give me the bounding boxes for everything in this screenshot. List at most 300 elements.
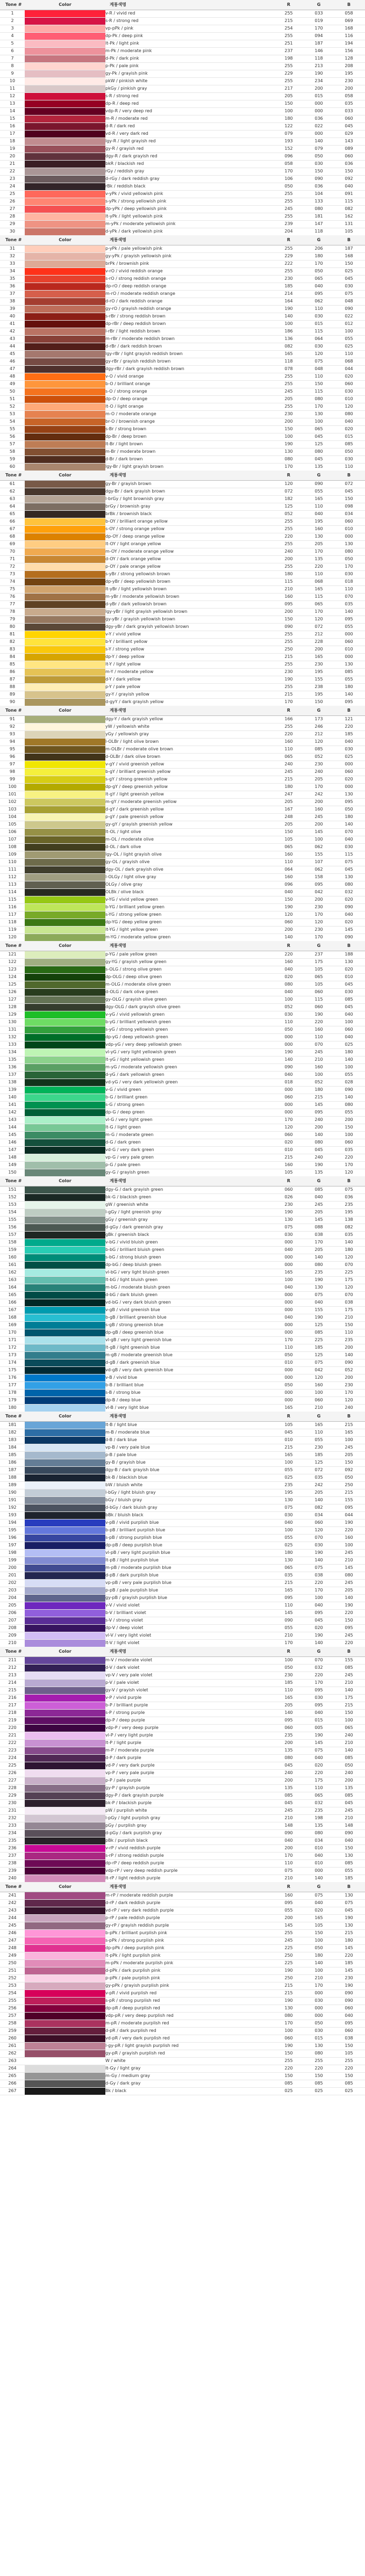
color-swatch bbox=[25, 881, 105, 888]
table-row bbox=[0, 623, 365, 631]
g-header: G bbox=[304, 706, 334, 715]
b-value: 245 bbox=[334, 1444, 364, 1451]
color-swatch bbox=[25, 17, 105, 25]
r-value: 148 bbox=[274, 1822, 304, 1829]
g-value: 100 bbox=[304, 1071, 334, 1079]
r-value: 110 bbox=[274, 1018, 304, 1026]
color-name: br-O / brownish orange bbox=[105, 418, 274, 425]
g-header: G bbox=[304, 235, 334, 245]
color-name: p-YG / pale yellow green bbox=[105, 951, 274, 958]
b-value: 215 bbox=[334, 1702, 364, 1709]
g-value: 230 bbox=[304, 926, 334, 934]
color-name: dgy-yBr / dark grayish yellowish brown bbox=[105, 623, 274, 631]
tone-number: 201 bbox=[0, 1572, 25, 1579]
color-name: vd-R / very dark red bbox=[105, 130, 274, 138]
b-value: 029 bbox=[334, 130, 364, 138]
table-row bbox=[0, 600, 365, 608]
color-swatch bbox=[25, 518, 105, 525]
r-value: 240 bbox=[274, 1769, 304, 1777]
tone-number: 232 bbox=[0, 1814, 25, 1822]
r-value: 160 bbox=[274, 958, 304, 966]
r-header: R bbox=[274, 941, 304, 951]
b-value: 060 bbox=[334, 638, 364, 646]
r-value: 060 bbox=[274, 2035, 304, 2042]
tone-number: 5 bbox=[0, 40, 25, 47]
r-value: 025 bbox=[274, 1474, 304, 1481]
b-header: B bbox=[334, 1882, 364, 1892]
b-value: 050 bbox=[334, 448, 364, 455]
b-value: 130 bbox=[334, 1852, 364, 1859]
tone-number: 230 bbox=[0, 1799, 25, 1807]
table-row bbox=[0, 616, 365, 623]
table-row bbox=[0, 783, 365, 791]
color-name: d-rBr / dark reddish brown bbox=[105, 343, 274, 350]
tone-number: 222 bbox=[0, 1739, 25, 1747]
color-name: l-bGy / light bluish gray bbox=[105, 1489, 274, 1496]
table-header-row bbox=[0, 1176, 365, 1186]
g-value: 180 bbox=[304, 1086, 334, 1094]
color-table-section bbox=[0, 1647, 365, 1882]
b-value: 060 bbox=[334, 518, 364, 525]
color-name: p-pB / pale purplish blue bbox=[105, 1587, 274, 1594]
table-row bbox=[0, 926, 365, 934]
b-value: 040 bbox=[334, 1033, 364, 1041]
tone-number: 119 bbox=[0, 926, 25, 934]
r-value: 105 bbox=[274, 1169, 304, 1176]
g-value: 140 bbox=[304, 138, 334, 145]
color-name: v-O / vivid orange bbox=[105, 373, 274, 380]
g-value: 105 bbox=[304, 981, 334, 988]
b-value: 165 bbox=[334, 1429, 364, 1436]
g-value: 195 bbox=[304, 691, 334, 698]
color-table bbox=[0, 1882, 365, 2095]
r-value: 096 bbox=[274, 881, 304, 888]
color-swatch bbox=[25, 373, 105, 380]
color-swatch bbox=[25, 1844, 105, 1852]
color-name: lt-OL / light olive bbox=[105, 828, 274, 836]
g-value: 115 bbox=[304, 328, 334, 335]
tone-number: 49 bbox=[0, 380, 25, 388]
table-row bbox=[0, 1071, 365, 1079]
b-value: 150 bbox=[334, 1709, 364, 1717]
b-value: 121 bbox=[334, 715, 364, 723]
color-swatch bbox=[25, 1239, 105, 1246]
tone-number: 97 bbox=[0, 761, 25, 768]
g-value: 190 bbox=[304, 1161, 334, 1169]
color-table bbox=[0, 1412, 365, 1647]
color-name: lt-gB / light greenish blue bbox=[105, 1344, 274, 1351]
tone-number: 114 bbox=[0, 888, 25, 896]
table-row bbox=[0, 1063, 365, 1071]
g-value: 220 bbox=[304, 1018, 334, 1026]
table-header-row bbox=[0, 1412, 365, 1421]
color-name: lt-Pk / light pink bbox=[105, 40, 274, 47]
g-value: 190 bbox=[304, 1276, 334, 1284]
g-value: 246 bbox=[304, 723, 334, 730]
r-value: 120 bbox=[274, 911, 304, 918]
b-value: 188 bbox=[334, 951, 364, 958]
color-name: lt-yG / light yellowish green bbox=[105, 1056, 274, 1063]
table-row bbox=[0, 1496, 365, 1504]
b-value: 100 bbox=[334, 1542, 364, 1549]
g-value: 055 bbox=[304, 1436, 334, 1444]
color-table bbox=[0, 706, 365, 941]
b-value: 035 bbox=[334, 1146, 364, 1154]
b-value: 230 bbox=[334, 77, 364, 85]
tone-number: 125 bbox=[0, 981, 25, 988]
g-value: 205 bbox=[304, 776, 334, 783]
tone-number: 109 bbox=[0, 851, 25, 858]
color-swatch bbox=[25, 418, 105, 425]
b-value: 048 bbox=[334, 298, 364, 305]
table-row bbox=[0, 768, 365, 776]
table-row bbox=[0, 1381, 365, 1389]
tone-number: 92 bbox=[0, 723, 25, 730]
r-value: 255 bbox=[274, 638, 304, 646]
r-value: 200 bbox=[274, 1844, 304, 1852]
color-swatch bbox=[25, 343, 105, 350]
tone-number: 150 bbox=[0, 1169, 25, 1176]
color-name: d-yPk / dark yellowish pink bbox=[105, 228, 274, 235]
color-name: gy-R / grayish red bbox=[105, 145, 274, 153]
color-swatch bbox=[25, 683, 105, 691]
g-value: 065 bbox=[304, 1792, 334, 1799]
table-row bbox=[0, 305, 365, 313]
b-value: 220 bbox=[334, 2065, 364, 2072]
color-swatch bbox=[25, 1564, 105, 1572]
table-row bbox=[0, 1421, 365, 1429]
color-name: lgy-R / light grayish red bbox=[105, 138, 274, 145]
color-swatch bbox=[25, 510, 105, 518]
table-row bbox=[0, 160, 365, 168]
b-value: 220 bbox=[334, 723, 364, 730]
color-name: p-B / pale blue bbox=[105, 1451, 274, 1459]
g-value: 045 bbox=[304, 1617, 334, 1624]
r-value: 240 bbox=[274, 761, 304, 768]
color-name: lt-P / light purple bbox=[105, 1739, 274, 1747]
tone-number: 255 bbox=[0, 1997, 25, 2005]
b-value: 060 bbox=[334, 1139, 364, 1146]
b-value: 131 bbox=[334, 220, 364, 228]
g-value: 190 bbox=[304, 1632, 334, 1639]
color-name: gy-pPk / grayish purplish pink bbox=[105, 1982, 274, 1989]
b-value: 025 bbox=[334, 343, 364, 350]
tone-number: 115 bbox=[0, 896, 25, 903]
table-row bbox=[0, 1216, 365, 1224]
g-value: 165 bbox=[304, 1421, 334, 1429]
r-value: 200 bbox=[274, 608, 304, 616]
g-value: 210 bbox=[304, 1404, 334, 1412]
g-value: 130 bbox=[304, 410, 334, 418]
color-swatch bbox=[25, 843, 105, 851]
b-value: 150 bbox=[334, 2072, 364, 2080]
color-name: s-rO / strong reddish orange bbox=[105, 275, 274, 283]
table-row bbox=[0, 1209, 365, 1216]
r-value: 210 bbox=[274, 1632, 304, 1639]
b-value: 038 bbox=[334, 1299, 364, 1306]
color-swatch bbox=[25, 25, 105, 32]
tone-number: 32 bbox=[0, 252, 25, 260]
color-swatch bbox=[25, 115, 105, 122]
color-swatch bbox=[25, 1875, 105, 1882]
b-value: 025 bbox=[334, 753, 364, 761]
tone-number: 74 bbox=[0, 578, 25, 585]
b-value: 140 bbox=[334, 1239, 364, 1246]
b-value: 138 bbox=[334, 1216, 364, 1224]
table-row bbox=[0, 676, 365, 683]
color-swatch bbox=[25, 1914, 105, 1922]
tone-number: 17 bbox=[0, 130, 25, 138]
r-value: 130 bbox=[274, 1216, 304, 1224]
color-swatch bbox=[25, 358, 105, 365]
b-value: 185 bbox=[334, 1875, 364, 1882]
g-value: 065 bbox=[304, 275, 334, 283]
tone-number: 34 bbox=[0, 267, 25, 275]
color-name: d-rO / dark reddish orange bbox=[105, 298, 274, 305]
color-name: gy-rP / grayish reddish purple bbox=[105, 1922, 274, 1929]
r-value: 040 bbox=[274, 966, 304, 973]
color-swatch bbox=[25, 47, 105, 55]
r-value: 229 bbox=[274, 70, 304, 77]
color-name: vd-gB / very dark greenish blue bbox=[105, 1366, 274, 1374]
tone-number: 221 bbox=[0, 1732, 25, 1739]
g-value: 200 bbox=[304, 821, 334, 828]
r-value: 060 bbox=[274, 1724, 304, 1732]
color-name: v-yPk / vivid yellowish pink bbox=[105, 190, 274, 198]
table-row bbox=[0, 1504, 365, 1511]
tone-number: 100 bbox=[0, 783, 25, 791]
color-name: dp-yG / deep yellowish green bbox=[105, 1033, 274, 1041]
color-name: v-yG / vivid yellowish green bbox=[105, 1011, 274, 1018]
r-value: 000 bbox=[274, 1261, 304, 1269]
b-value: 215 bbox=[334, 1929, 364, 1937]
g-value: 060 bbox=[304, 988, 334, 996]
r-value: 060 bbox=[274, 918, 304, 926]
r-value: 250 bbox=[274, 646, 304, 653]
g-value: 030 bbox=[304, 1694, 334, 1702]
tone-number: 217 bbox=[0, 1702, 25, 1709]
b-value: 044 bbox=[334, 365, 364, 373]
g-value: 235 bbox=[304, 1269, 334, 1276]
r-value: 220 bbox=[274, 2065, 304, 2072]
g-value: 040 bbox=[304, 1299, 334, 1306]
table-row bbox=[0, 1587, 365, 1594]
color-name: m-bG / moderate bluish green bbox=[105, 1284, 274, 1291]
b-value: 148 bbox=[334, 1822, 364, 1829]
color-header: Color bbox=[25, 471, 105, 480]
b-value: 060 bbox=[334, 380, 364, 388]
tone-number: 122 bbox=[0, 958, 25, 966]
tone-number: 76 bbox=[0, 593, 25, 600]
g-value: 130 bbox=[304, 1284, 334, 1291]
table-row bbox=[0, 715, 365, 723]
r-value: 130 bbox=[274, 2005, 304, 2012]
color-name: d-V / dark violet bbox=[105, 1664, 274, 1671]
r-value: 085 bbox=[274, 2080, 304, 2087]
b-value: 052 bbox=[334, 1366, 364, 1374]
tone-number: 72 bbox=[0, 563, 25, 570]
b-value: 225 bbox=[334, 1269, 364, 1276]
tone-number: 106 bbox=[0, 828, 25, 836]
b-value: 090 bbox=[334, 1359, 364, 1366]
table-row bbox=[0, 130, 365, 138]
g-value: 170 bbox=[304, 1679, 334, 1687]
r-value: 130 bbox=[274, 448, 304, 455]
table-row bbox=[0, 1124, 365, 1131]
b-value: 210 bbox=[334, 1314, 364, 1321]
r-value: 255 bbox=[274, 62, 304, 70]
b-value: 180 bbox=[334, 683, 364, 691]
color-name: p-Pk / pale pink bbox=[105, 62, 274, 70]
color-name: s-pB / strong purplish blue bbox=[105, 1534, 274, 1542]
r-value: 080 bbox=[274, 455, 304, 463]
g-value: 198 bbox=[304, 1814, 334, 1822]
b-value: 145 bbox=[334, 1967, 364, 1974]
table-row bbox=[0, 425, 365, 433]
color-name: vp-pB / very pale purplish blue bbox=[105, 1579, 274, 1587]
g-value: 160 bbox=[304, 525, 334, 533]
tone-number: 2 bbox=[0, 17, 25, 25]
color-swatch bbox=[25, 768, 105, 776]
b-value: 050 bbox=[334, 806, 364, 813]
tone-number: 218 bbox=[0, 1709, 25, 1717]
color-swatch bbox=[25, 1687, 105, 1694]
color-swatch bbox=[25, 888, 105, 896]
b-value: 150 bbox=[334, 260, 364, 267]
table-row bbox=[0, 683, 365, 691]
color-name: s-yBr / strong yellowish brown bbox=[105, 570, 274, 578]
g-value: 045 bbox=[304, 433, 334, 440]
g-value: 015 bbox=[304, 1717, 334, 1724]
color-swatch bbox=[25, 1974, 105, 1982]
b-value: 210 bbox=[334, 1557, 364, 1564]
color-swatch bbox=[25, 298, 105, 305]
tone-number: 24 bbox=[0, 183, 25, 190]
table-row bbox=[0, 1526, 365, 1534]
color-swatch bbox=[25, 380, 105, 388]
tone-number: 233 bbox=[0, 1822, 25, 1829]
color-header: Color bbox=[25, 1882, 105, 1892]
tone-number: 215 bbox=[0, 1687, 25, 1694]
table-row bbox=[0, 981, 365, 988]
r-value: 135 bbox=[274, 1747, 304, 1754]
color-name: d-yG / dark yellowish green bbox=[105, 1071, 274, 1079]
color-swatch bbox=[25, 1003, 105, 1011]
tone-number: 248 bbox=[0, 1944, 25, 1952]
color-name: b-bG / brilliant bluish green bbox=[105, 1246, 274, 1254]
g-value: 050 bbox=[304, 267, 334, 275]
r-value: 200 bbox=[274, 1914, 304, 1922]
table-row bbox=[0, 608, 365, 616]
color-swatch bbox=[25, 1336, 105, 1344]
r-value: 190 bbox=[274, 2042, 304, 2050]
r-value: 000 bbox=[274, 1041, 304, 1048]
b-value: 070 bbox=[334, 828, 364, 836]
b-value: 050 bbox=[334, 1474, 364, 1481]
color-name: dp-B / deep blue bbox=[105, 1396, 274, 1404]
table-row bbox=[0, 343, 365, 350]
b-value: 080 bbox=[334, 1572, 364, 1579]
tone-number: 165 bbox=[0, 1291, 25, 1299]
table-row bbox=[0, 1967, 365, 1974]
r-value: 190 bbox=[274, 1997, 304, 2005]
r-value: 000 bbox=[274, 1306, 304, 1314]
tone-number: 67 bbox=[0, 525, 25, 533]
b-value: 255 bbox=[334, 2057, 364, 2065]
g-value: 030 bbox=[304, 313, 334, 320]
g-value: 062 bbox=[304, 843, 334, 851]
g-value: 040 bbox=[304, 1709, 334, 1717]
table-row bbox=[0, 1929, 365, 1937]
g-value: 234 bbox=[304, 77, 334, 85]
b-value: 092 bbox=[334, 1466, 364, 1474]
r-value: 200 bbox=[274, 926, 304, 934]
color-swatch bbox=[25, 1519, 105, 1526]
table-row bbox=[0, 380, 365, 388]
g-value: 062 bbox=[304, 866, 334, 873]
r-value: 090 bbox=[274, 623, 304, 631]
b-value: 160 bbox=[334, 1534, 364, 1542]
color-name: gy-Pk / grayish pink bbox=[105, 70, 274, 77]
b-value: 195 bbox=[334, 70, 364, 77]
r-value: 165 bbox=[274, 1404, 304, 1412]
r-value: 095 bbox=[274, 1717, 304, 1724]
table-row bbox=[0, 1146, 365, 1154]
tone-number: 99 bbox=[0, 776, 25, 783]
color-swatch bbox=[25, 981, 105, 988]
tone-number: 250 bbox=[0, 1959, 25, 1967]
b-value: 058 bbox=[334, 10, 364, 17]
color-swatch bbox=[25, 1859, 105, 1867]
table-header-row bbox=[0, 0, 365, 10]
color-swatch bbox=[25, 533, 105, 540]
color-name: gW / greenish white bbox=[105, 1201, 274, 1209]
r-value: 136 bbox=[274, 335, 304, 343]
g-value: 228 bbox=[304, 638, 334, 646]
color-swatch bbox=[25, 190, 105, 198]
g-value: 140 bbox=[304, 1254, 334, 1261]
tone-number: 138 bbox=[0, 1079, 25, 1086]
table-row bbox=[0, 1656, 365, 1664]
color-swatch bbox=[25, 1639, 105, 1647]
r-value: 182 bbox=[274, 495, 304, 503]
tone-number: 105 bbox=[0, 821, 25, 828]
g-value: 200 bbox=[304, 798, 334, 806]
color-swatch bbox=[25, 776, 105, 783]
r-value: 230 bbox=[274, 668, 304, 676]
table-row bbox=[0, 77, 365, 85]
table-header-row bbox=[0, 706, 365, 715]
color-swatch bbox=[25, 1549, 105, 1557]
color-name: l-OLBr / light olive brown bbox=[105, 738, 274, 746]
r-value: 255 bbox=[274, 403, 304, 410]
color-name: gy-yPk / grayish yellowish pink bbox=[105, 252, 274, 260]
table-row bbox=[0, 1922, 365, 1929]
table-row bbox=[0, 563, 365, 570]
b-value: 116 bbox=[334, 32, 364, 40]
table-row bbox=[0, 1306, 365, 1314]
tone-number: 265 bbox=[0, 2072, 25, 2080]
g-value: 036 bbox=[304, 183, 334, 190]
r-value: 165 bbox=[274, 350, 304, 358]
color-swatch bbox=[25, 1489, 105, 1496]
color-table-section bbox=[0, 706, 365, 941]
r-value: 255 bbox=[274, 267, 304, 275]
b-value: 030 bbox=[334, 843, 364, 851]
color-swatch bbox=[25, 1534, 105, 1542]
color-swatch bbox=[25, 851, 105, 858]
color-name: m-gY / moderate greenish yellow bbox=[105, 798, 274, 806]
